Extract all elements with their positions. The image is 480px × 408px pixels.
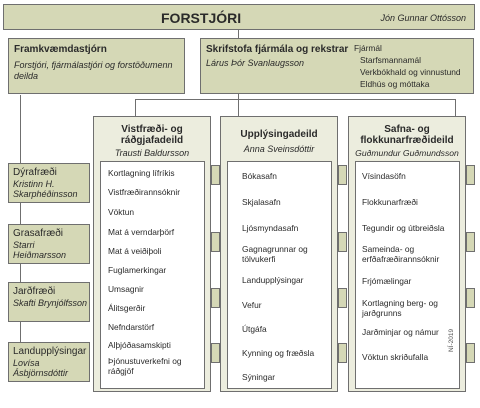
finance-item: Fjármál — [354, 43, 382, 53]
column-stub — [466, 288, 475, 308]
column-stub — [211, 343, 220, 363]
department-item: Vöktun skriðufalla — [362, 352, 429, 362]
department-item: Kortlagning lífríkis — [108, 168, 175, 178]
column-stub — [338, 165, 347, 185]
specialist-geology — [8, 282, 90, 322]
column-stub — [211, 232, 220, 252]
department-item: Vistfræðirannsóknir — [108, 187, 180, 197]
department-item: Vísindasöfn — [362, 171, 406, 181]
department-item: Skjalasafn — [242, 197, 281, 207]
department-item: Umsagnir — [108, 284, 144, 294]
department-item: Þjónustuverkefni og ráðgjöf — [108, 356, 182, 376]
director-box — [3, 4, 475, 30]
department-item: Nefndarstörf — [108, 322, 155, 332]
connector-dept3 — [455, 99, 456, 117]
department-item: Álitsgerðir — [108, 303, 146, 313]
department-item: Vöktun — [108, 207, 135, 217]
department-item: Flokkunarfræði — [362, 197, 418, 207]
department-item: Fuglamerkingar — [108, 265, 167, 275]
department-item: Kynning og fræðsla — [242, 348, 315, 358]
column-stub — [211, 288, 220, 308]
connector-departments-bar — [135, 99, 455, 100]
column-stub — [211, 165, 220, 185]
department-head: Anna Sveinsdóttir — [243, 144, 315, 154]
department-item: Tegundir og útbreiðsla — [362, 223, 445, 233]
exec-director-box — [8, 38, 185, 94]
column-stub — [338, 232, 347, 252]
column-stub — [466, 343, 475, 363]
department-item: Landupplýsingar — [242, 275, 304, 285]
department-item: Sameinda- og erfðafræðirannsóknir — [362, 244, 440, 264]
finance-item: Eldhús og móttaka — [360, 79, 430, 89]
connector-dept1 — [135, 99, 136, 117]
specialist-title: Grasafræði — [13, 228, 64, 239]
specialist-person: Kristinn H. Skarphéðinsson — [13, 179, 78, 199]
finance-office-person: Lárus Þór Svanlaugsson — [206, 58, 305, 68]
director-person: Jón Gunnar Ottósson — [380, 13, 466, 23]
department-ecology — [93, 116, 211, 392]
finance-item: Verkbókhald og vinnustund — [360, 67, 461, 77]
finance-office-box — [200, 38, 474, 94]
department-item: Sýningar — [242, 372, 276, 382]
department-item: Frjómælingar — [362, 276, 412, 286]
department-item: Mat á verndarþörf — [108, 227, 175, 237]
specialist-title: Jarðfræði — [13, 286, 56, 297]
department-item: Bókasafn — [242, 171, 277, 181]
specialist-person: Lovísa Ásbjörnsdóttir — [13, 358, 69, 378]
department-item: Gagnagrunnar og tölvukerfi — [242, 244, 308, 264]
department-item: Ljósmyndasafn — [242, 223, 299, 233]
department-head: Trausti Baldursson — [114, 148, 190, 158]
column-stub — [338, 343, 347, 363]
specialist-zoology — [8, 163, 90, 203]
department-information — [220, 116, 338, 392]
department-item: Kortlagning berg- og jarðgrunns — [362, 298, 438, 318]
finance-office-title: Skrifstofa fjármála og rekstrar — [206, 44, 349, 55]
specialist-title: Dýrafræði — [13, 167, 57, 178]
signature: NÍ-2019 — [448, 328, 455, 352]
finance-item: Starfsmannamál — [360, 55, 421, 65]
column-stub — [466, 232, 475, 252]
department-title: Vistfræði- og ráðgjafadeild — [120, 124, 184, 146]
department-title: Upplýsingadeild — [240, 129, 318, 140]
exec-director-title: Framkvæmdastjórn — [14, 44, 107, 55]
specialist-person: Starri Heiðmarsson — [13, 240, 67, 260]
exec-director-subtitle: Forstjóri, fjármálastjóri og forstöðumenn deilda — [14, 60, 173, 81]
department-title: Safna- og flokkunarfræðideild — [360, 124, 454, 146]
department-item: Mat á veiðiþoli — [108, 246, 162, 256]
column-stub — [338, 288, 347, 308]
department-item: Vefur — [242, 300, 262, 310]
director-title: FORSTJÓRI — [161, 10, 242, 26]
specialist-botany — [8, 224, 90, 264]
department-item: Alþjóðasamskipti — [108, 340, 171, 350]
specialist-geodata — [8, 342, 90, 382]
column-stub — [466, 165, 475, 185]
department-head: Guðmundur Guðmundsson — [355, 148, 459, 158]
department-item: Útgáfa — [242, 324, 267, 334]
specialist-title: Landupplýsingar — [13, 346, 87, 357]
specialist-person: Skafti Brynjólfsson — [13, 298, 88, 308]
department-item: Jarðminjar og námur — [362, 327, 439, 337]
